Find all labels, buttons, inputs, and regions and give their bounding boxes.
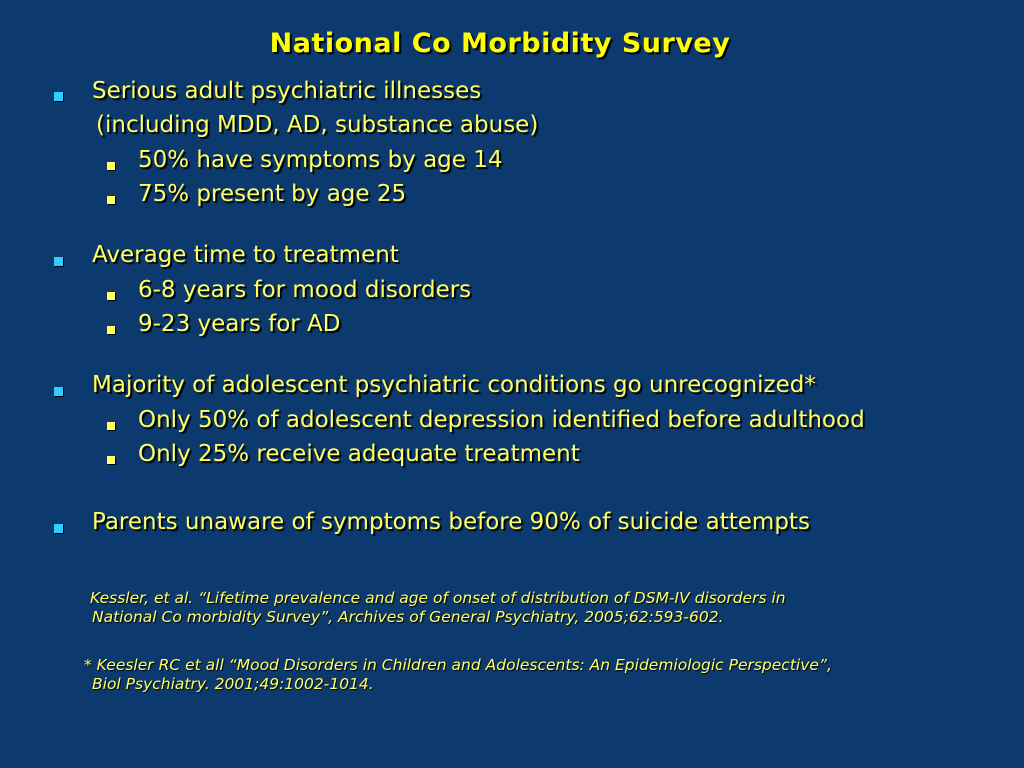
bullet-square-icon	[54, 92, 63, 101]
reference-1	[90, 589, 970, 627]
bullet-square-icon	[54, 524, 63, 533]
bullet-3-text: Majority of adolescent psychiatric conditions go unrecognized*	[92, 372, 816, 398]
sub-bullet-square-icon	[107, 326, 115, 334]
sub-bullet-square-icon	[107, 422, 115, 430]
reference-1-line-1: Kessler, et al. “Lifetime prevalence and age of onset of distribution of DSM-IV disorders in	[90, 589, 786, 607]
bullet-1-text: Serious adult psychiatric illnesses	[92, 78, 482, 104]
sub-bullet-square-icon	[107, 456, 115, 464]
reference-1-line-2: National Co morbidity Survey”, Archives of General Psychiatry, 2005;62:593-602.	[92, 608, 724, 626]
reference-2-line-2: Biol Psychiatry. 2001;49:1002-1014.	[92, 675, 374, 693]
bullet-1-continuation: (including MDD, AD, substance abuse)	[96, 112, 539, 138]
sub-bullet-square-icon	[107, 162, 115, 170]
bullet-2-text: Average time to treatment	[92, 242, 399, 268]
bullet-square-icon	[54, 257, 63, 266]
slide-title: National Co Morbidity Survey	[269, 28, 731, 59]
bullet-square-icon	[54, 387, 63, 396]
bullet-3-sub-2: Only 25% receive adequate treatment	[138, 441, 580, 467]
reference-2-line-1: * Keesler RC et all “Mood Disorders in Children and Adolescents: An Epidemiologic Perspective”,	[84, 656, 832, 674]
bullet-2-sub-1: 6-8 years for mood disorders	[138, 277, 472, 303]
bullet-4-text: Parents unaware of symptoms before 90% of suicide attempts	[92, 509, 810, 535]
sub-bullet-square-icon	[107, 292, 115, 300]
reference-2	[84, 656, 964, 694]
sub-bullet-square-icon	[107, 196, 115, 204]
bullet-2-sub-2: 9-23 years for AD	[138, 311, 341, 337]
bullet-1-sub-1: 50% have symptoms by age 14	[138, 147, 503, 173]
bullet-1-sub-2: 75% present by age 25	[138, 181, 407, 207]
bullet-3-sub-1: Only 50% of adolescent depression identified before adulthood	[138, 407, 865, 433]
